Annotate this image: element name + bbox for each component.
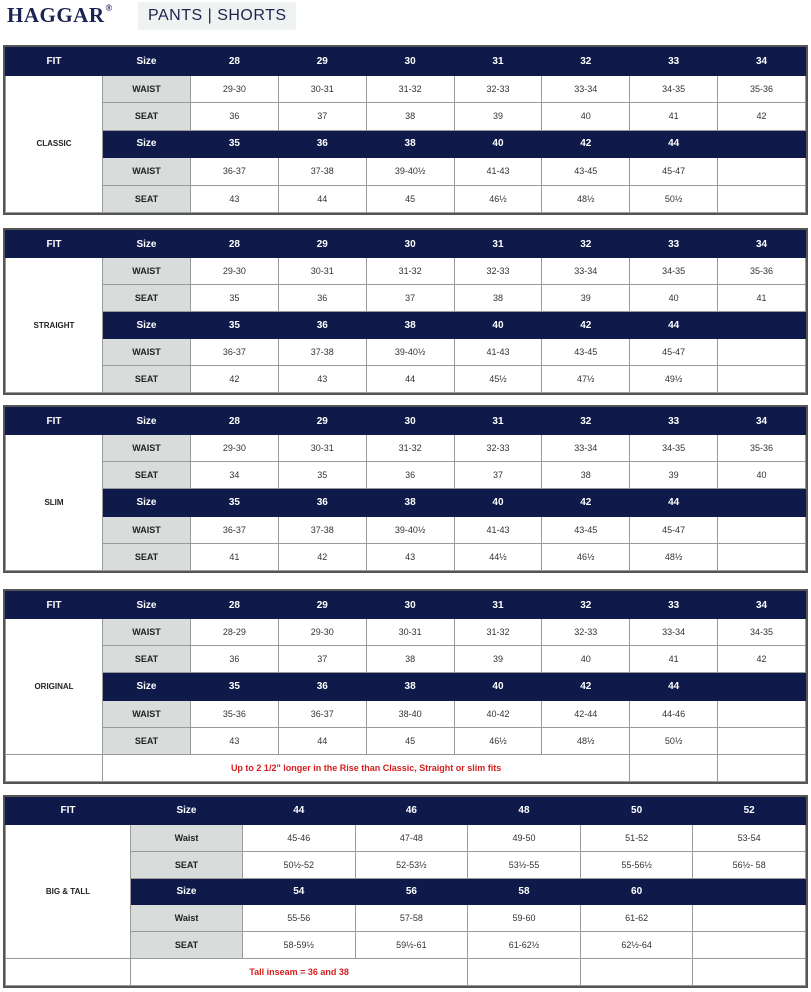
waist-value: 55-56 [243,905,356,932]
fit-table-original [3,589,808,784]
empty-cell [718,727,806,754]
waist-value: 35-36 [191,700,279,727]
tall-inseam-note: Tall inseam = 36 and 38 [131,959,468,986]
size-cell: 31 [454,48,542,76]
seat-value: 37 [366,285,454,312]
seat-value: 41 [630,646,718,673]
size-cell: 35 [191,489,279,516]
size-cell: 34 [718,48,806,76]
waist-value: 37-38 [278,339,366,366]
waist-value: 37-38 [278,158,366,186]
waist-value: 39-40½ [366,516,454,543]
fit-table-big-and-tall [3,795,808,988]
seat-value: 34 [191,462,279,489]
waist-value: 44-46 [630,700,718,727]
empty-cell [718,543,806,570]
seat-value: 45 [366,185,454,213]
waist-value: 30-31 [366,619,454,646]
waist-label: WAIST [103,700,191,727]
size-header: Size [131,798,243,825]
size-cell: 42 [542,489,630,516]
size-cell: 33 [630,592,718,619]
waist-label: WAIST [103,158,191,186]
seat-label: SEAT [103,543,191,570]
seat-value: 50½ [630,727,718,754]
size-cell: 30 [366,592,454,619]
empty-cell [718,366,806,393]
empty-header-cell [718,130,806,158]
waist-value: 32-33 [454,435,542,462]
size-cell: 38 [366,312,454,339]
waist-value: 34-35 [718,619,806,646]
size-cell: 54 [243,878,356,905]
waist-label: WAIST [103,516,191,543]
seat-value: 43 [366,543,454,570]
size-cell: 30 [366,408,454,435]
waist-value: 35-36 [718,435,806,462]
waist-value: 37-38 [278,516,366,543]
empty-cell [718,185,806,213]
waist-value: 31-32 [366,75,454,103]
size-header: Size [103,130,191,158]
fit-name: STRAIGHT [6,258,103,393]
seat-value: 41 [630,103,718,131]
seat-value: 41 [718,285,806,312]
waist-value: 28-29 [191,619,279,646]
waist-value: 43-45 [542,516,630,543]
size-cell: 56 [355,878,468,905]
size-cell: 44 [630,312,718,339]
seat-value: 42 [718,103,806,131]
seat-value: 37 [454,462,542,489]
seat-value: 39 [454,646,542,673]
size-cell: 30 [366,48,454,76]
size-cell: 31 [454,592,542,619]
fit-header: FIT [6,592,103,619]
size-cell: 32 [542,408,630,435]
fit-table-straight [3,228,808,395]
seat-label: SEAT [103,366,191,393]
seat-label: SEAT [103,646,191,673]
size-cell: 36 [278,673,366,700]
page-header [0,0,300,32]
waist-label: WAIST [103,75,191,103]
fit-name: BIG & TALL [6,824,131,958]
size-cell: 33 [630,408,718,435]
seat-value: 48½ [542,185,630,213]
size-cell: 32 [542,231,630,258]
size-cell: 33 [630,231,718,258]
seat-value: 38 [366,646,454,673]
category-label: PANTS | SHORTS [138,2,296,30]
waist-value: 30-31 [278,435,366,462]
size-cell: 40 [454,130,542,158]
size-cell: 28 [191,48,279,76]
seat-value: 47½ [542,366,630,393]
waist-value: 29-30 [278,619,366,646]
seat-value: 61-62½ [468,932,581,959]
size-cell: 38 [366,130,454,158]
size-cell: 32 [542,48,630,76]
seat-value: 39 [542,285,630,312]
size-cell: 60 [580,878,693,905]
size-header: Size [103,673,191,700]
waist-value: 45-47 [630,516,718,543]
size-cell: 34 [718,408,806,435]
size-header: Size [131,878,243,905]
waist-value: 47-48 [355,824,468,851]
size-cell: 33 [630,48,718,76]
size-header: Size [103,489,191,516]
seat-value: 44 [366,366,454,393]
waist-value: 33-34 [630,619,718,646]
waist-value: 40-42 [454,700,542,727]
waist-value: 51-52 [580,824,693,851]
seat-value: 45½ [454,366,542,393]
seat-value: 40 [630,285,718,312]
size-cell: 44 [630,489,718,516]
size-cell: 29 [278,231,366,258]
size-cell: 46 [355,798,468,825]
size-cell: 35 [191,130,279,158]
seat-label: SEAT [131,851,243,878]
size-cell: 38 [366,489,454,516]
seat-value: 62½-64 [580,932,693,959]
size-cell: 42 [542,130,630,158]
waist-value: 45-46 [243,824,356,851]
waist-value: 36-37 [278,700,366,727]
waist-value: 32-33 [454,75,542,103]
size-cell: 30 [366,231,454,258]
seat-value: 37 [278,103,366,131]
size-cell: 35 [191,312,279,339]
seat-value: 42 [278,543,366,570]
seat-value: 35 [191,285,279,312]
waist-label: WAIST [103,258,191,285]
seat-value: 40 [542,646,630,673]
size-header: Size [103,48,191,76]
seat-value: 42 [191,366,279,393]
size-cell: 28 [191,592,279,619]
waist-value: 33-34 [542,435,630,462]
size-cell: 50 [580,798,693,825]
waist-value: 45-47 [630,339,718,366]
size-cell: 29 [278,48,366,76]
waist-value: 61-62 [580,905,693,932]
fit-name: CLASSIC [6,75,103,213]
waist-value: 29-30 [191,258,279,285]
seat-value: 44½ [454,543,542,570]
seat-value: 35 [278,462,366,489]
waist-value: 36-37 [191,339,279,366]
size-cell: 36 [278,312,366,339]
waist-label: WAIST [103,339,191,366]
brand-logo: HAGGAR® [7,3,113,27]
seat-value: 36 [366,462,454,489]
seat-value: 49½ [630,366,718,393]
waist-label: Waist [131,824,243,851]
seat-value: 38 [454,285,542,312]
waist-value: 34-35 [630,258,718,285]
empty-cell [468,959,581,986]
empty-cell [693,932,806,959]
seat-value: 36 [191,646,279,673]
size-cell: 52 [693,798,806,825]
waist-value: 39-40½ [366,339,454,366]
seat-value: 40 [542,103,630,131]
waist-value: 33-34 [542,258,630,285]
size-cell: 36 [278,489,366,516]
fit-name: SLIM [6,435,103,571]
size-cell: 31 [454,231,542,258]
empty-header-cell [718,673,806,700]
waist-value: 33-34 [542,75,630,103]
fit-table-slim [3,405,808,573]
fit-note: Up to 2 1/2" longer in the Rise than Classic, Straight or slim fits [103,754,630,781]
empty-cell [718,158,806,186]
waist-label: Waist [131,905,243,932]
waist-value: 41-43 [454,158,542,186]
size-cell: 29 [278,408,366,435]
waist-label: WAIST [103,619,191,646]
waist-value: 30-31 [278,258,366,285]
waist-label: WAIST [103,435,191,462]
waist-value: 38-40 [366,700,454,727]
size-cell: 31 [454,408,542,435]
empty-cell [693,905,806,932]
size-cell: 34 [718,231,806,258]
empty-header-cell [718,489,806,516]
seat-value: 50½-52 [243,851,356,878]
seat-value: 42 [718,646,806,673]
waist-value: 31-32 [366,258,454,285]
waist-value: 29-30 [191,75,279,103]
waist-value: 31-32 [366,435,454,462]
seat-value: 38 [542,462,630,489]
seat-value: 36 [191,103,279,131]
size-cell: 42 [542,673,630,700]
seat-value: 39 [454,103,542,131]
seat-value: 59½-61 [355,932,468,959]
size-cell: 40 [454,489,542,516]
fit-header: FIT [6,231,103,258]
seat-value: 48½ [542,727,630,754]
seat-value: 53½-55 [468,851,581,878]
fit-header: FIT [6,798,131,825]
seat-value: 40 [718,462,806,489]
seat-value: 44 [278,185,366,213]
seat-value: 43 [191,727,279,754]
seat-value: 41 [191,543,279,570]
waist-value: 43-45 [542,158,630,186]
waist-value: 41-43 [454,516,542,543]
size-cell: 36 [278,130,366,158]
empty-header-cell [718,312,806,339]
seat-label: SEAT [103,103,191,131]
seat-value: 38 [366,103,454,131]
waist-value: 35-36 [718,75,806,103]
size-cell: 44 [630,130,718,158]
empty-cell [630,754,718,781]
size-cell: 58 [468,878,581,905]
seat-label: SEAT [103,185,191,213]
size-cell: 34 [718,592,806,619]
size-cell: 42 [542,312,630,339]
empty-cell [6,754,103,781]
size-header: Size [103,592,191,619]
seat-value: 56½- 58 [693,851,806,878]
waist-value: 41-43 [454,339,542,366]
waist-value: 32-33 [542,619,630,646]
size-cell: 40 [454,312,542,339]
seat-value: 44 [278,727,366,754]
waist-value: 36-37 [191,158,279,186]
empty-cell [718,700,806,727]
waist-value: 57-58 [355,905,468,932]
fit-name: ORIGINAL [6,619,103,755]
size-cell: 44 [243,798,356,825]
seat-value: 43 [191,185,279,213]
size-header: Size [103,231,191,258]
seat-value: 37 [278,646,366,673]
size-cell: 44 [630,673,718,700]
waist-value: 49-50 [468,824,581,851]
seat-label: SEAT [103,462,191,489]
size-header: Size [103,312,191,339]
size-cell: 28 [191,408,279,435]
waist-value: 29-30 [191,435,279,462]
empty-cell [6,959,131,986]
seat-label: SEAT [103,727,191,754]
empty-cell [580,959,693,986]
empty-cell [718,339,806,366]
waist-value: 30-31 [278,75,366,103]
seat-value: 48½ [630,543,718,570]
fit-header: FIT [6,48,103,76]
waist-value: 34-35 [630,435,718,462]
size-cell: 48 [468,798,581,825]
seat-label: SEAT [103,285,191,312]
size-cell: 40 [454,673,542,700]
fit-table-classic [3,45,808,215]
waist-value: 35-36 [718,258,806,285]
size-cell: 28 [191,231,279,258]
size-header: Size [103,408,191,435]
fit-header: FIT [6,408,103,435]
waist-value: 42-44 [542,700,630,727]
seat-value: 46½ [542,543,630,570]
waist-value: 39-40½ [366,158,454,186]
waist-value: 43-45 [542,339,630,366]
waist-value: 59-60 [468,905,581,932]
seat-label: SEAT [131,932,243,959]
empty-header-cell [693,878,806,905]
waist-value: 45-47 [630,158,718,186]
size-cell: 35 [191,673,279,700]
seat-value: 46½ [454,185,542,213]
empty-cell [693,959,806,986]
seat-value: 46½ [454,727,542,754]
seat-value: 45 [366,727,454,754]
size-cell: 38 [366,673,454,700]
seat-value: 36 [278,285,366,312]
seat-value: 58-59½ [243,932,356,959]
waist-value: 32-33 [454,258,542,285]
waist-value: 36-37 [191,516,279,543]
seat-value: 39 [630,462,718,489]
seat-value: 50½ [630,185,718,213]
waist-value: 53-54 [693,824,806,851]
seat-value: 43 [278,366,366,393]
empty-cell [718,754,806,781]
seat-value: 52-53½ [355,851,468,878]
waist-value: 34-35 [630,75,718,103]
size-cell: 29 [278,592,366,619]
size-cell: 32 [542,592,630,619]
waist-value: 31-32 [454,619,542,646]
seat-value: 55-56½ [580,851,693,878]
empty-cell [718,516,806,543]
